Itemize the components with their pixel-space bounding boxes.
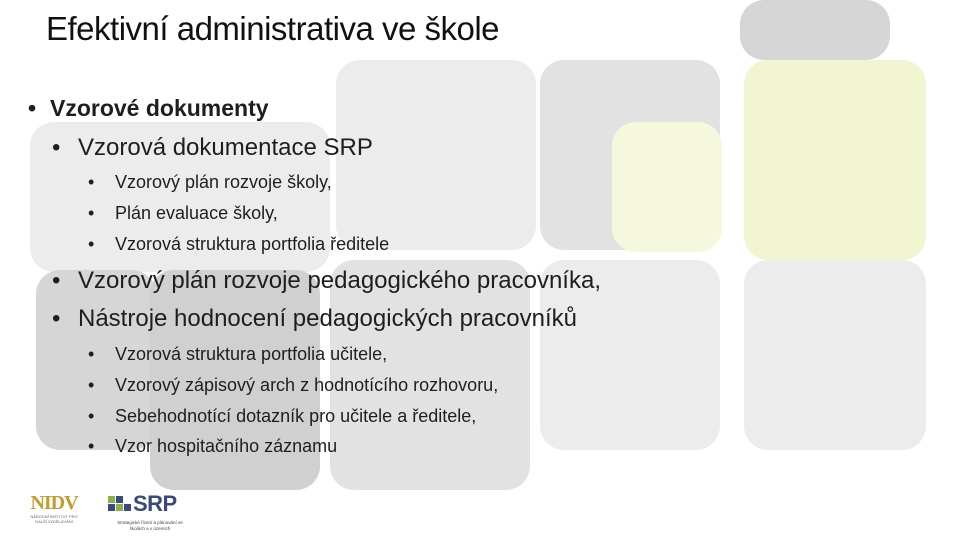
srp-logo-square [116, 496, 123, 503]
bullet-icon: • [88, 375, 95, 395]
bullet-icon: • [88, 344, 95, 364]
bullet-text: Plán evaluace školy, [115, 203, 278, 223]
bg-tile [744, 60, 926, 260]
bullet-text: Nástroje hodnocení pedagogických pracovníků [78, 305, 577, 332]
bullet-text: Vzorová struktura portfolia ředitele [115, 234, 390, 254]
bullet-icon: • [52, 134, 61, 161]
bullet-icon: • [52, 305, 61, 332]
bullet-text: Vzorová struktura portfolia učitele, [115, 344, 388, 364]
bullet-icon: • [28, 95, 37, 121]
bullet-text: Vzorový plán rozvoje školy, [115, 172, 332, 192]
bg-tile [612, 122, 722, 252]
bullet-icon: • [88, 406, 95, 426]
bg-tile [744, 260, 926, 450]
bullet-icon: • [88, 234, 95, 254]
bullet-icon: • [52, 267, 61, 294]
slide-title: Efektivní administrativa ve škole [46, 10, 500, 47]
srp-logo-square [108, 504, 115, 511]
srp-logo-caption: Strategické řízení a plánování ve školách a v územích [117, 520, 183, 531]
bullet-text: Vzorový plán rozvoje pedagogického pracovníka, [78, 267, 601, 294]
srp-logo-square [124, 504, 131, 511]
srp-logo-square [116, 504, 123, 511]
bullet-text: Vzorové dokumenty [50, 95, 269, 121]
bullet-icon: • [88, 172, 95, 192]
bullet-icon: • [88, 436, 95, 456]
srp-logo-mark: SRP [133, 491, 177, 516]
bullet-text: Vzor hospitačního záznamu [115, 436, 338, 456]
srp-logo-square [108, 496, 115, 503]
bg-tile [740, 0, 890, 60]
bullet-text: Vzorový zápisový arch z hodnotícího rozhovoru, [115, 375, 499, 395]
bullet-text: Sebehodnotící dotazník pro učitele a ředitele, [115, 406, 477, 426]
nidv-logo-mark: NIDV [30, 492, 78, 514]
bullet-text: Vzorová dokumentace SRP [78, 134, 373, 161]
nidv-logo-caption: NÁRODNÍ INSTITUT PRO DALŠÍ VZDĚLÁVÁNÍ [30, 514, 78, 524]
bullet-icon: • [88, 203, 95, 223]
nidv-logo [28, 492, 80, 524]
